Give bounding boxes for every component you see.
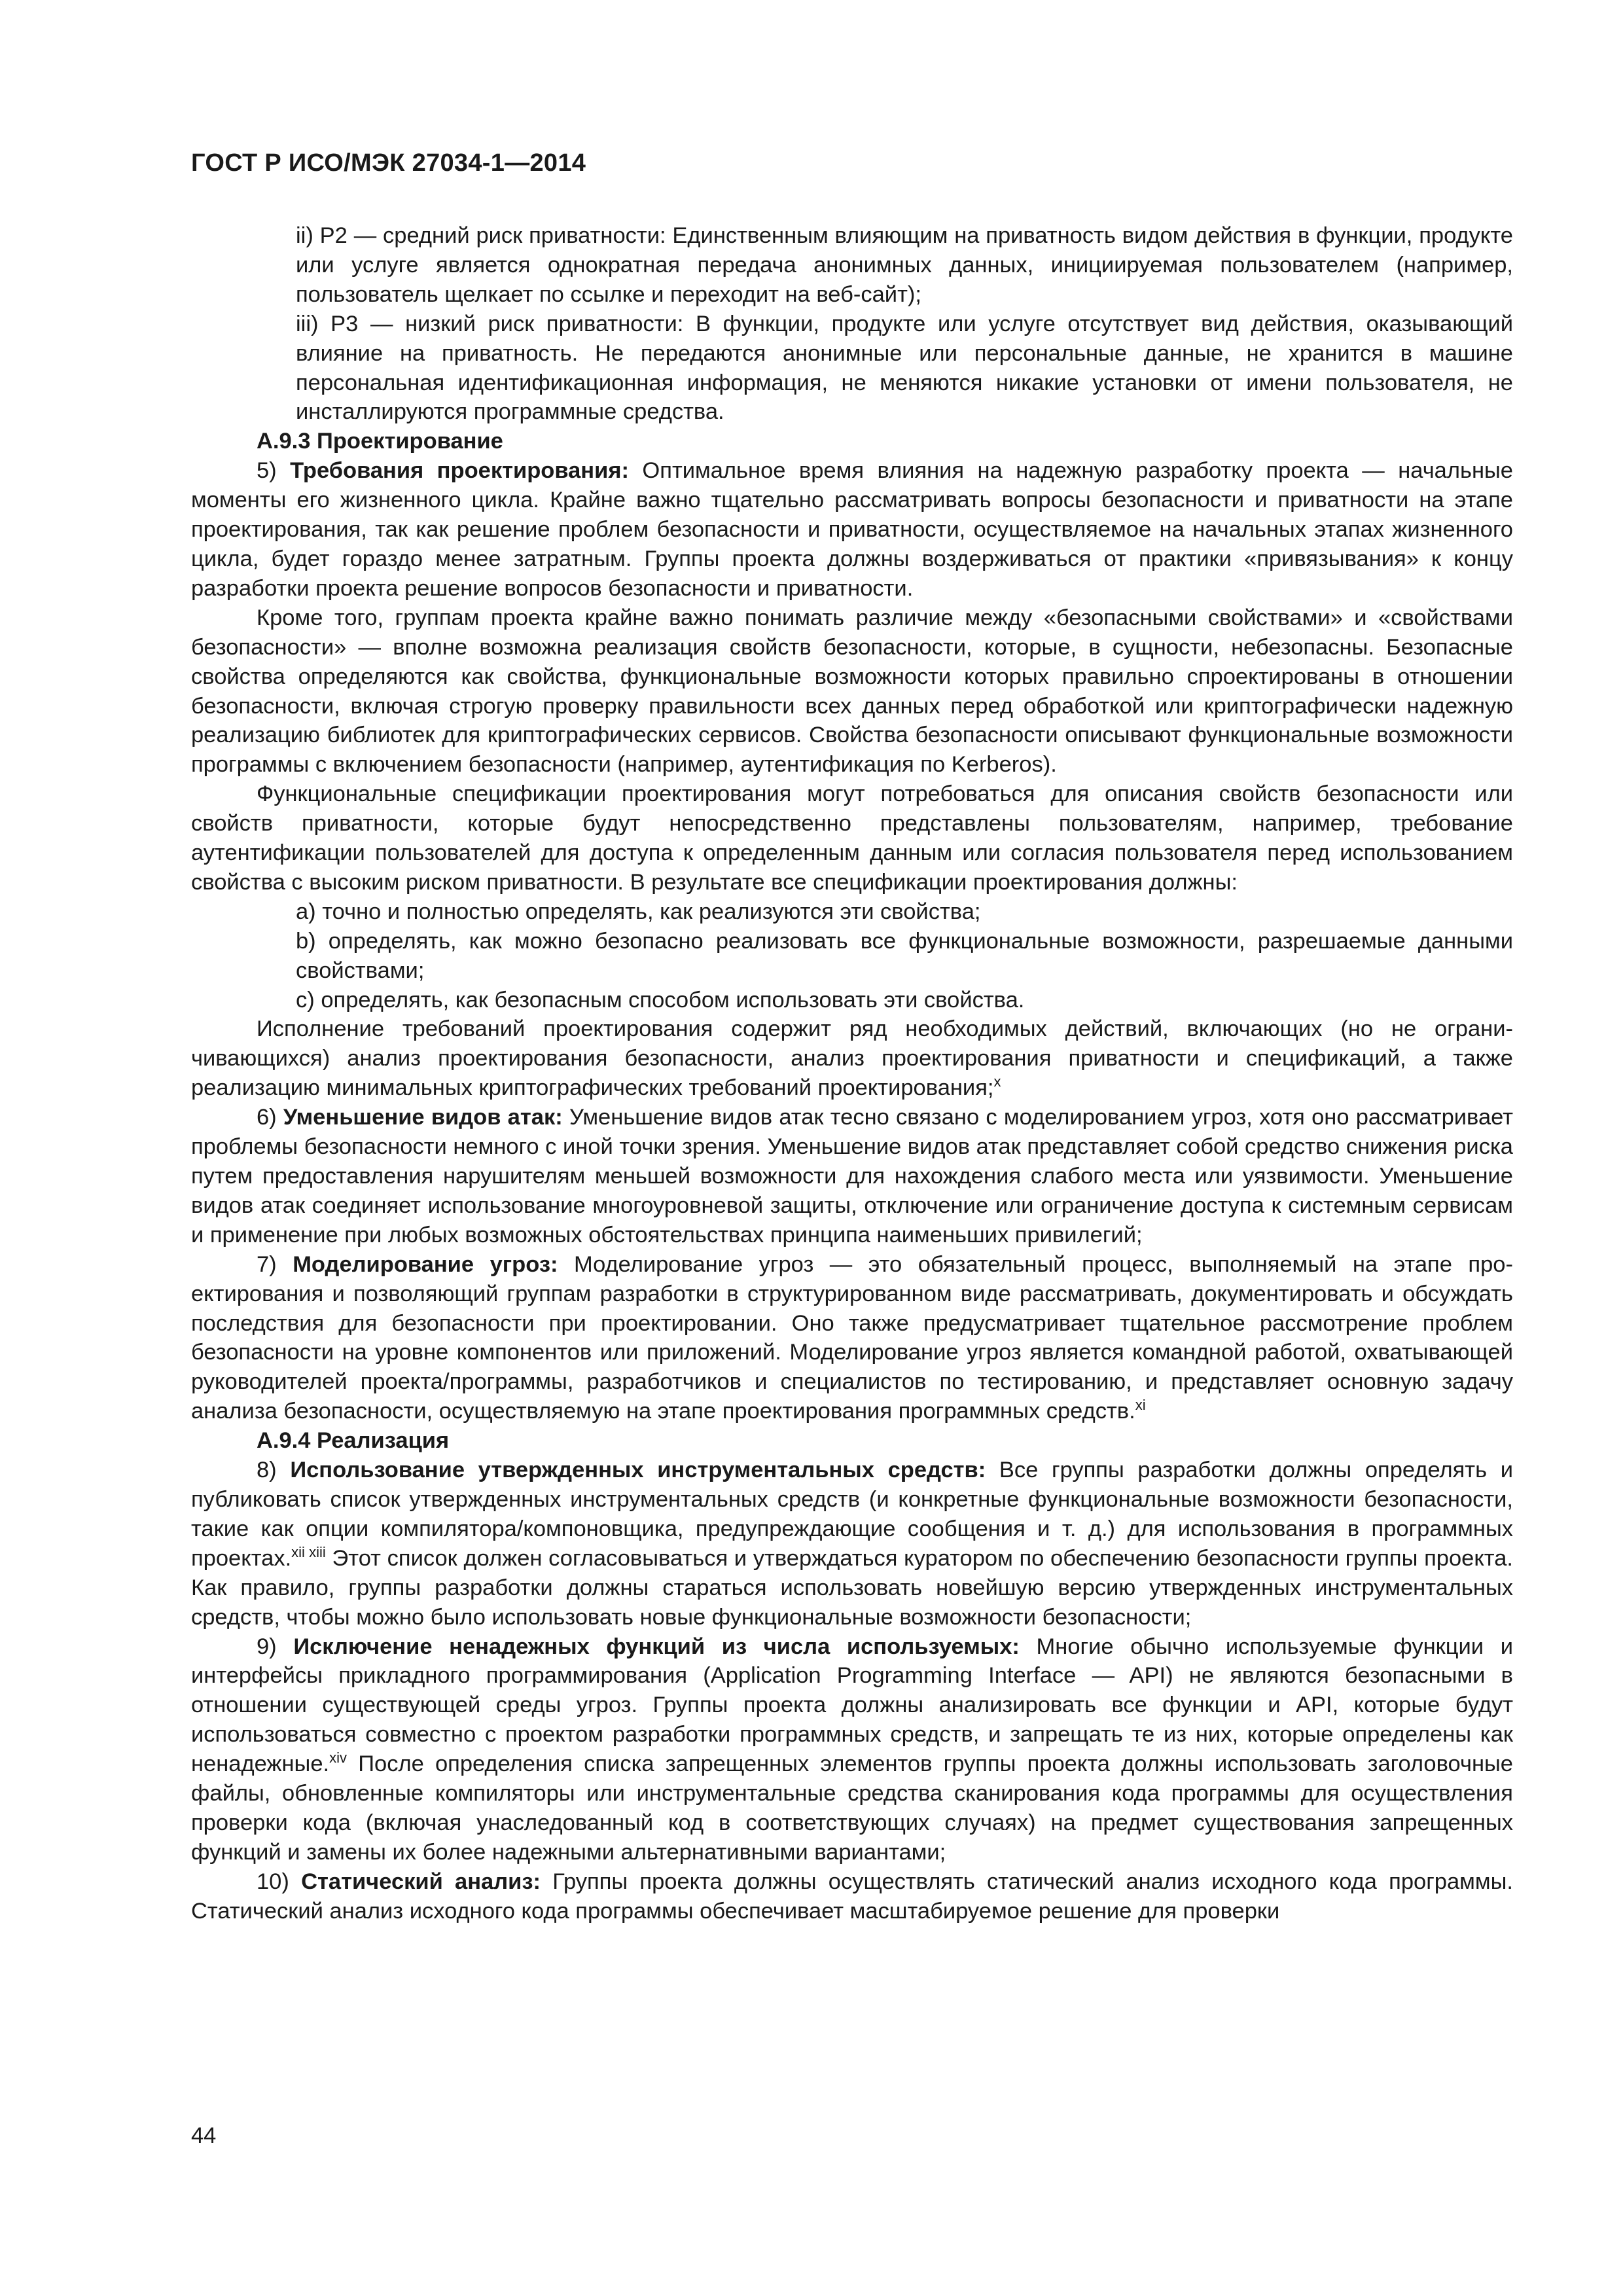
term-label: Исключение ненадежных функций из числа используемых: [293, 1634, 1020, 1659]
paragraph-text: ii) P2 — средний риск приватности: Единственным влияющим на приватность видом действия в функции, продукте или услуге является однократная передача анонимных данных, инициируемая пользователем (например, пользователь щелкает по ссылке и переходит на веб-сайт); [296, 223, 1513, 307]
section-heading: A.9.3 Проектирование [257, 429, 503, 454]
page-body [191, 221, 1513, 1926]
footnote-ref: xii xiii [291, 1543, 326, 1560]
section-heading: A.9.4 Реализация [257, 1428, 450, 1454]
page-number: 44 [191, 2123, 217, 2148]
list-item [191, 897, 1513, 927]
paragraph-text: Группы проекта должны осуществлять статический анализ исходного кода программы. Статический анализ исходного кода программы обеспечивает масштабируемое решение для проверки [191, 1869, 1513, 1924]
term-label: Требования проектирования: [290, 458, 629, 484]
paragraph-text: Все группы разработки должны определять и публиковать список утвержденных инструментальных средств (и конкретные функциональные возможности безопасности, такие как опции компилятора/компоновщика, предупреждающие сообщения и т. д.) для использования в программных проектах. [191, 1458, 1513, 1571]
footnote-ref: xiv [329, 1749, 348, 1767]
term-label: Использование утвержденных инструментальных средств: [290, 1458, 986, 1483]
paragraph [191, 1014, 1513, 1103]
footnote-ref: xi [1135, 1397, 1146, 1414]
item-number: 6) [257, 1105, 283, 1130]
paragraph-text: Моделирование угроз — это обязательный процесс, выполняемый на этапе проектирования и позволяющий группам разработки в структурированном виде рассматривать, документировать и обсуждать последствия для безопасности при проектировании. Оно также предусматривает тщательное рассмотрение проблем безопасности на уровне компонентов или приложений. Моделирование угроз является командной работой, охватывающей руководителей проекта/программы, разработчиков и специалистов по тестированию, и представляет основную задачу анализа безопасности, осуществляемую на этапе проектирования программных средств. [191, 1251, 1513, 1424]
paragraph-text: Исполнение требований проектирования содержит ряд необходимых действий, включающих (но не ограничивающихся) анализ проектирования безопасности, анализ проектирования приватности и спецификаций, а также реализацию минимальных криптографических требований проектирования; [191, 1016, 1513, 1101]
term-label: Статический анализ: [301, 1869, 541, 1894]
item-number: 9) [257, 1634, 294, 1659]
document-header: ГОСТ Р ИСО/МЭК 27034-1—2014 [191, 149, 586, 177]
item-number: 5) [257, 458, 291, 484]
paragraph [191, 603, 1513, 780]
paragraph-text: Многие обычно используемые функции и интерфейсы прикладного программирования (Application Programming Interface — API) не являются безопасными в отношении существующей среды угроз. Группы проекта должны анализировать все функции и API, которые будут использоваться совместно с проектом разработки программных средств, и запрещать те из них, которые определены как ненадежные. [191, 1634, 1513, 1777]
paragraph-text: c) определять, как безопасным способом использовать эти свойства. [296, 987, 1025, 1013]
item-number: 10) [257, 1869, 302, 1894]
paragraph-text: iii) P3 — низкий риск приватности: В функции, продукте или услуге отсутствует вид действия, оказывающий влияние на приватность. Не передаются анонимные или персональные данные, не хранится в машине персональная идентификационная информация, не меняются никакие установки от имени пользователя, не инсталлируются программные средства. [296, 311, 1513, 425]
item-number: 7) [257, 1251, 293, 1277]
footnote-ref: x [993, 1073, 1001, 1090]
item-number: 8) [257, 1458, 291, 1483]
paragraph-text: Кроме того, группам проекта крайне важно понимать различие между «безопасными свойствами» и «свойствами безопасности» — вполне возможна реализация свойств безопасности, которые, в сущности, небезопасны. Безопасные свойства определяются как свойства, функциональные возможности которых правильно спроектированы в отношении безопасности, включая строгую проверку правильности всех данных перед обработкой или криптографически надежную реализацию библиотек для криптографических сервисов. Свойства безопасности описывают функциональные возможности программы с включением безопасности (например, аутентификация по Kerberos). [191, 605, 1513, 778]
paragraph [191, 456, 1513, 603]
paragraph-text-continued: После определения списка запрещенных элементов группы проекта должны использовать заголовочные файлы, обновленные компиляторы или инструментальные средства сканирования кода программы для осуществления проверки кода (включая унаследованный код в соответствующих случаях) на предмет существования запрещенных функций и замены их более надежными альтернативными вариантами; [191, 1751, 1513, 1865]
paragraph-text: Оптимальное время влияния на надежную разработку проекта — начальные моменты его жизненного цикла. Крайне важно тщательно рассматривать вопросы безопасности и приватности на этапе проектирования, так как решение проблем безопасности и приватности, осуществляемое на начальных этапах жизненного цикла, будет гораздо менее затратным. Группы проекта должны воздерживаться от практики «привязывания» к концу разработки проекта решение вопросов безопасности и приватности. [191, 458, 1513, 601]
paragraph [191, 780, 1513, 897]
paragraph [191, 1250, 1513, 1426]
term-label: Уменьшение видов атак: [283, 1105, 563, 1130]
paragraph [191, 1632, 1513, 1867]
paragraph [191, 1103, 1513, 1250]
term-label: Моделирование угроз: [293, 1251, 558, 1277]
paragraph [191, 1456, 1513, 1632]
paragraph [191, 1867, 1513, 1926]
paragraph-text: Уменьшение видов атак тесно связано с моделированием угроз, хотя оно рассматривает проблемы безопасности немного с иной точки зрения. Уменьшение видов атак представляет собой средство снижения риска путем предоставления нарушителям меньшей возможности для нахождения слабого места или уязвимости. Уменьшение видов атак соединяет использование многоуровневой защиты, отключение или ограничение доступа к системным сервисам и применение при любых возможных обстоятельствах принципа наименьших привилегий; [191, 1105, 1514, 1247]
paragraph-text: b) определять, как можно безопасно реализовать все функциональные возможности, разрешаемые данными свойствами; [296, 928, 1513, 983]
list-item [191, 221, 1513, 310]
list-item [191, 310, 1513, 427]
list-item [191, 986, 1513, 1015]
list-item [191, 927, 1513, 986]
paragraph-text: Функциональные спецификации проектирования могут потребоваться для описания свойств безопасности или свойств приватности, которые будут непосредственно представлены пользователям, например, требование аутентификации пользователей для доступа к определенным данным или согласия пользователя перед использованием свойства с высоким риском приватности. В результате все спецификации проектирования должны: [191, 781, 1513, 895]
paragraph-text-continued: Этот список должен согласовываться и утверждаться куратором по обеспечению безопасности группы проекта. Как правило, группы разработки должны стараться использовать новейшую версию утвержденных инструментальных средств, чтобы можно было использовать новые функциональные возможности безопасности; [191, 1545, 1513, 1630]
paragraph-text: a) точно и полностью определять, как реализуются эти свойства; [296, 899, 981, 924]
